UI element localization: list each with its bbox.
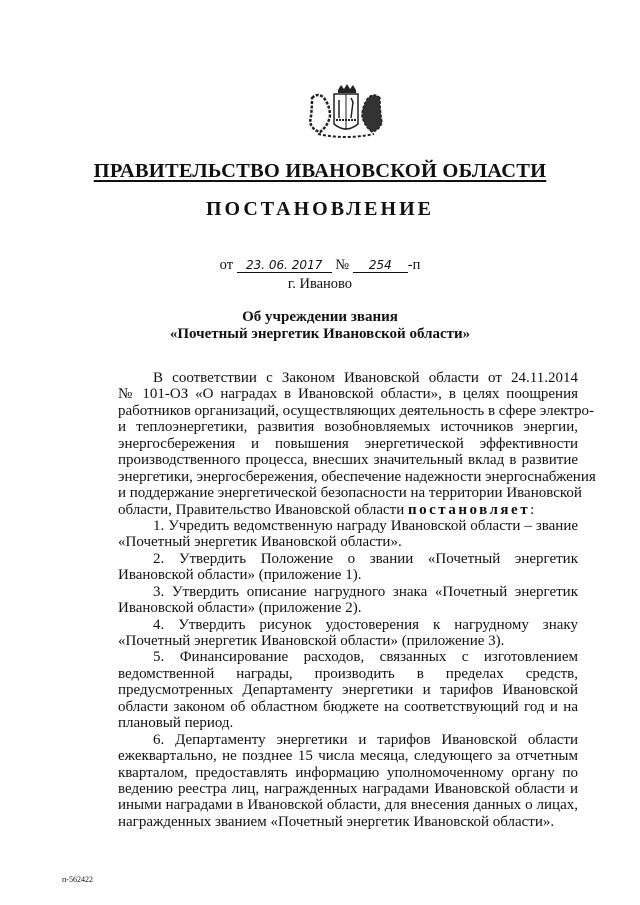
body-line (118, 386, 578, 402)
body-line (118, 468, 596, 485)
body-line-text: производственного процесса, внесших значительный вклад в развитие (118, 452, 578, 469)
body-line-text: ведомственной награды, производить в пределах средств, (118, 665, 578, 682)
body-line-text: ежеквартально, не позднее 15 числа месяца, следующего за отчетным (118, 748, 578, 765)
decree-verb: постановляет (407, 501, 531, 518)
body-line-text: ведению реестра лиц, награжденных наградами Ивановской области и (118, 780, 578, 797)
body-line-text: 2. Утвердить Положение о звании «Почетный энергетик (153, 550, 578, 567)
document-type: ПОСТАНОВЛЕНИЕ (206, 198, 434, 220)
body-line-text: Ивановской области» (приложение 2). (118, 600, 362, 617)
body-line (118, 814, 578, 830)
body-line-text: области законом об областном бюджете на соответствующий год и на (118, 698, 578, 715)
coat-of-arms-emblem (308, 84, 384, 140)
number-prefix: № (335, 257, 350, 273)
body-line (118, 402, 595, 419)
decree-verb-tail: : (530, 501, 535, 518)
body-line-text: области, Правительство Ивановской области (118, 501, 405, 518)
body-line-text: Ивановской области» (приложение 1). (118, 567, 362, 584)
body-line (118, 584, 578, 600)
city: г. Иваново (287, 276, 353, 292)
body-line (118, 436, 578, 452)
body-line-text: 4. Утвердить рисунок удостоверения к нагрудному знаку (153, 616, 578, 633)
document-date: 23. 06. 2017 (237, 258, 332, 273)
document-body (118, 370, 596, 830)
body-line-text: «Почетный энергетик Ивановской области» (приложение 3). (118, 633, 505, 649)
body-line (118, 502, 578, 518)
government-name: ПРАВИТЕЛЬСТВО ИВАНОВСКОЙ ОБЛАСТИ (93, 160, 547, 182)
body-line (118, 633, 578, 649)
number-suffix: -п (407, 257, 421, 273)
body-line-text: работников организаций, осуществляющих деятельность в сфере электро- (118, 402, 595, 419)
body-line (118, 765, 578, 781)
body-line-text: энергосбережения и повышения энергетической эффективности (118, 435, 578, 452)
body-line (118, 600, 578, 616)
body-line-text: предусмотренных Департаменту энергетики и тарифов Ивановской (118, 682, 578, 699)
body-line-text: энергетики, энергосбережения, обеспечение надежности энергоснабжения (118, 468, 596, 485)
body-line-text: 5. Финансирование расходов, связанных с изготовлением (153, 649, 578, 666)
body-line (118, 551, 578, 567)
body-line-text: плановый период. (118, 715, 234, 732)
body-line-text: и теплоэнергетики, развития возобновляемых источников энергии, (118, 419, 578, 436)
body-line (118, 666, 578, 682)
body-line (118, 485, 582, 502)
body-line (118, 715, 578, 731)
body-line-text: № 101-ОЗ «О наградах в Ивановской области», в целях поощрения (118, 386, 578, 403)
body-line-text: иными наградами в Ивановской области, для внесения данных о лицах, (118, 797, 578, 814)
body-line (118, 732, 578, 748)
body-line-text: и поддержание энергетической безопасности на территории Ивановской (118, 485, 582, 502)
body-line-text: 6. Департаменту энергетики и тарифов Ивановской области (153, 731, 578, 748)
date-number-line (0, 257, 640, 274)
body-line-text: «Почетный энергетик Ивановской области». (118, 534, 402, 551)
body-line-text: кварталом, предоставлять информацию уполномоченному органу по (118, 764, 578, 781)
body-line-text: 3. Утвердить описание нагрудного знака «Почетный энергетик (153, 583, 578, 600)
date-prefix: от (219, 257, 234, 273)
body-line (118, 682, 578, 698)
body-line (118, 370, 578, 386)
body-line-text: 1. Учредить ведомственную награду Ивановской области – звание (153, 517, 578, 534)
body-line-text: награжденных званием «Почетный энергетик Ивановской области». (118, 813, 555, 830)
body-line (118, 518, 578, 534)
body-line (118, 534, 578, 550)
body-line (118, 699, 578, 715)
body-line (118, 781, 578, 797)
document-code: п-562422 (62, 875, 93, 884)
body-line (118, 617, 578, 633)
body-line (118, 649, 578, 665)
title-line-1: Об учреждении звания (242, 309, 398, 325)
title-line-2: «Почетный энергетик Ивановской области» (169, 325, 471, 342)
body-line (118, 419, 578, 435)
body-line (118, 797, 578, 813)
document-number: 254 (353, 258, 408, 273)
body-line-text: В соответствии с Законом Ивановской области от 24.11.2014 (153, 370, 578, 386)
body-line (118, 452, 578, 468)
document-title (0, 309, 640, 342)
body-line (118, 567, 578, 583)
body-line (118, 748, 578, 764)
